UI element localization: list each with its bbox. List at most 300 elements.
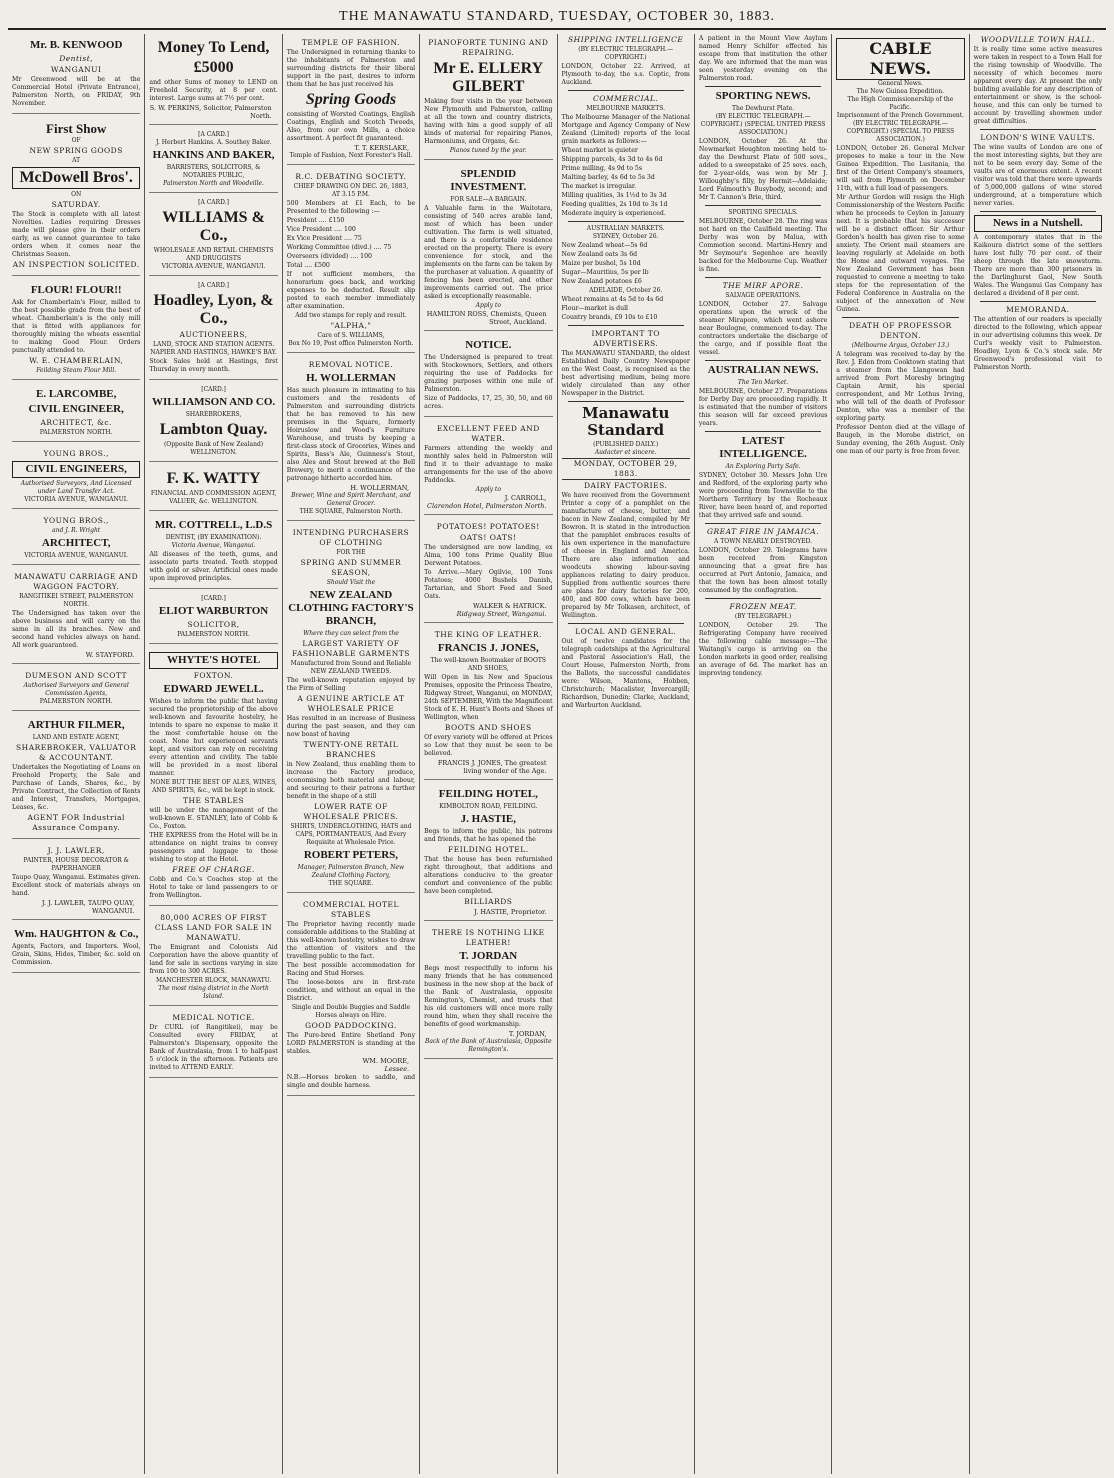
card-label: [A CARD.] xyxy=(198,199,229,206)
ad-name: YOUNG BROS., xyxy=(43,516,109,525)
article-heading: AUSTRALIAN MARKETS. xyxy=(586,225,665,232)
ad-leather xyxy=(424,626,552,780)
article-local xyxy=(562,627,690,710)
ad-name: T. JORDAN xyxy=(459,950,518,962)
divider xyxy=(568,90,684,91)
ad-alpha: "ALPHA," xyxy=(330,321,372,330)
ad-visit: Should Visit the xyxy=(326,579,376,586)
ad-money xyxy=(149,34,277,125)
ad-name: Mr. B. KENWOOD xyxy=(29,39,123,51)
article-latest xyxy=(699,435,827,520)
ad-body-2: To Arrive.—Mary Ogilvie, 100 Tons Potatoes; 4000 Bushels Danish, Tartarian, and Short Feed and Seed Oats. xyxy=(424,569,553,600)
paper-date: MONDAY, OCTOBER 29, 1883. xyxy=(562,458,690,480)
divider xyxy=(705,360,821,361)
ad-flour xyxy=(12,279,140,380)
ad-title: BARRISTERS, SOLICITORS, & NOTARIES PUBLIC, xyxy=(166,164,261,179)
article-body: The Melbourne Manager of the National Mortgage and Agency Company of New Zealand (Limited) reports of the local grain markets as follows:— xyxy=(561,114,690,145)
article-body: Out of twelve candidates for the telegraph cadetships at the Agricultural and Pastoral Association's Hall, the Court House, Palmerston North, from the Ballots, the successful candidates were: Wilson, Mantons, Hobben, Christchurch; Macalister, Invercargill; Richardson, Dunedin; Clarke, Auckland, and Warburton Auckland. xyxy=(561,638,690,709)
divider xyxy=(980,301,1096,302)
table-row: Ex Vice President .... 75 xyxy=(286,235,362,242)
ad-foot: AN INSPECTION SOLICITED. xyxy=(12,260,140,269)
ad-body: Begs most respectfully to inform his many friends that he has commenced business in the new shop at the back of the Bank of Australasia, opposite Remington's, Chemist, and trusts that his old customers will once more rally round him, when they shall receive the benefits of good workmanship. xyxy=(424,965,553,1028)
ad-sig: HAMILTON ROSS, Chemists, Queen Street, Auckland. xyxy=(426,310,547,326)
ad-lower: LOWER RATE OF WHOLESALE PRICES. xyxy=(303,802,399,821)
ad-title: SOLICITOR, xyxy=(187,620,240,629)
column-2 xyxy=(145,34,282,1474)
table-row: Wheat market is quieter xyxy=(561,147,638,154)
article-heading: LATEST INTELLIGENCE. xyxy=(719,435,807,460)
article-tele: (BY ELECTRIC TELEGRAPH.—COPYRIGHT.) (SPECIAL TO PRESS ASSOCIATION.) xyxy=(846,120,955,143)
ad-goods: Spring Goods xyxy=(305,91,397,108)
ad-sig: T. JORDAN, xyxy=(508,1030,547,1038)
ad-agent: AGENT FOR Industrial Assurance Company. xyxy=(27,813,125,832)
ad-hoadley xyxy=(149,279,277,380)
ad-body-3: in New Zealand, thus enabling them to increase the Factory produce, economising both material and labour, and securing to their patrons a further benefit in the shape of a still xyxy=(286,761,416,800)
table-row: Sugar—Mauritius, 5s per lb xyxy=(561,269,649,276)
article-body: LONDON, October 22. Arrived, at Plymouth to-day, the s.s. Coptic, from Auckland. xyxy=(561,63,690,86)
ad-sig: W. E. CHAMBERLAIN, xyxy=(29,356,124,365)
article-body: SYDNEY, October 30. Messrs John Ure and Redford, of the exploring party who were proceeding from Townsville to the Northern Territory by the Rocheaux River, have been heard of, and reported that they arrived safe and sound. xyxy=(698,472,828,519)
article-sub: An Exploring Party Safe. xyxy=(725,463,801,470)
divider xyxy=(842,317,958,318)
article-heading: MEMORANDA. xyxy=(1006,305,1070,314)
ad-place: Palmerston North and Woodville. xyxy=(163,180,264,187)
article-commercial xyxy=(562,94,690,218)
ad-larcombe xyxy=(12,383,140,442)
masthead xyxy=(8,6,1106,30)
ad-cobb: Cobb and Co.'s Coaches stop at the Hotel to take or land passengers to or from Wellington. xyxy=(149,876,278,899)
ad-title: LAND AND ESTATE AGENT, xyxy=(32,734,120,741)
article-heading: FROZEN MEAT. xyxy=(729,602,797,611)
ad-title: The well-known Bootmaker of BOOTS AND SHOES, xyxy=(430,657,546,672)
ad-heading: 80,000 ACRES OF FIRST CLASS LAND FOR SALE IN MANAWATU. xyxy=(154,913,273,942)
article-body: LONDON, October 27. Salvage operations upon the wreck of the steamer Mirapore, which went ashore near Boulogne, commenced to-day. The contractors undertake the discharge of the cargo, and if possible float the vessel. xyxy=(698,301,828,356)
ad-box: Box No 19, Post office Palmerston North. xyxy=(288,340,414,347)
article-body: LONDON, October 26. At the Newmarket Houghton meeting held to-day the Dewhurst Plate of 500 sovs., added to a sweepstake of 25 sovs. each, for 2-year-olds, was won by Mr J. Willoughby's filly, by Hermit—Adelaide; Lord Falmouth's Busybody, second; and Mr T. Cannon's Brie, third. xyxy=(698,138,828,201)
ad-body: J. Herbert Hankins. A. Southey Baker. xyxy=(156,139,272,146)
divider xyxy=(705,277,821,278)
ad-bull: The Pure-bred Entire Shetland Pony LORD PALMERSTON is standing at the stables. xyxy=(286,1032,416,1055)
article-body: MELBOURNE, October 27. Preparations for Derby Day are proceeding rapidly. It is estimated that the number of visitors this season will far exceed previous years. xyxy=(698,388,828,427)
ad-title: PAINTER, HOUSE DECORATOR & PAPERHANGER xyxy=(23,857,130,872)
ad-name: WHYTE'S HOTEL xyxy=(149,652,277,669)
divider xyxy=(568,623,684,624)
ad-express: THE EXPRESS from the Hotel will be in attendance on night trains to convey passengers and luggage to those wishing to stop at the Hotel. xyxy=(149,832,278,863)
ad-sig: W. STAYFORD. xyxy=(85,651,135,659)
article-body: The wine vaults of London are one of the most interesting sights, but they are not to be seen every day. Some of the vaults are of enormous extent. A recent visitor was told that there were upwards of 5,000,000 gallons of wine stored underground, at a temperature which never varies. xyxy=(973,144,1102,207)
ad-largest: LARGEST VARIETY OF FASHIONABLE GARMENTS xyxy=(291,639,410,658)
ad-body: The Emigrant and Colonists Aid Corporation have the above quantity of land for sale in sections varying in size from 100 to 300 ACRES. xyxy=(149,944,278,975)
ad-name: Wm. HAUGHTON & Co., xyxy=(13,928,139,940)
columns xyxy=(8,34,1106,1474)
ad-society xyxy=(287,168,415,353)
ad-name: Hoadley, Lyon, & Co., xyxy=(153,292,274,327)
ad-title: CIVIL ENGINEER, xyxy=(28,403,124,415)
ad-post: Add two stamps for reply and result. xyxy=(295,312,407,319)
ad-body: The Undersigned in returning thanks to the inhabitants of Palmerston and surrounding districts for their liberal support in the past, desires to inform them that he has just received his xyxy=(286,49,416,88)
ad-body: Farmers attending the weekly and monthly sales held in Palmerston will find it to their advantage to make arrangements for the use of the above Paddocks. xyxy=(424,445,553,484)
ad-sub: SHAREBROKER, VALUATOR & ACCOUNTANT. xyxy=(16,743,137,762)
ad-body: Taupo Quay, Wanganui. Estimates given. Excellent stock of materials always on hand. xyxy=(12,874,141,897)
ad-body: Undertakes the Negotiating of Loans on Freehold Property, the Sale and Purchase of Lands, Shares, &c., by Private Contract, the Collection of Rents and Interest, Transfers, Mortgages, Leases, &c. xyxy=(12,764,141,811)
column-7 xyxy=(832,34,969,1474)
article-body: A patient in the Mount View Asylum named Henry Schilfer effected his escape from that institution the other day. We are informed that the man was seen yesterday evening on the Palmerston road. xyxy=(698,35,828,82)
table-row: New Zealand wheat—5s 6d xyxy=(561,242,648,249)
ad-heading: PIANOFORTE TUNING AND REPAIRING. xyxy=(428,38,549,57)
article-heading: IMPORTANT TO ADVERTISERS. xyxy=(591,329,660,348)
ad-season: SPRING AND SUMMER SEASON, xyxy=(300,558,402,577)
ad-name: Mr E. ELLERY GILBERT xyxy=(433,60,544,95)
ad-body: The well-known reputation enjoyed by the Firm of Selling xyxy=(286,677,416,692)
ad-body: Stock Sales held at Hastings, first Thursday in every month. xyxy=(149,358,278,373)
ad-manager: ROBERT PETERS, xyxy=(303,849,399,861)
column-6 xyxy=(695,34,832,1474)
table-row: New Zealand potatoes £6 xyxy=(561,278,642,285)
ad-potatoes xyxy=(424,518,552,623)
ad-on: ON xyxy=(71,191,82,198)
market-rows xyxy=(562,147,690,218)
ad-lawler xyxy=(12,842,140,920)
ad-heading: MEDICAL NOTICE. xyxy=(172,1013,255,1022)
ad-place: MANCHESTER BLOCK, MANAWATU. xyxy=(155,977,272,984)
ad-sig: H. WOLLERMAN, xyxy=(350,484,410,492)
ad-sig: FRANCIS J. JONES, The greatest living wonder of the Age. xyxy=(437,759,547,775)
ad-jordan xyxy=(424,924,552,1059)
ad-sub: ARCHITECT, &c. xyxy=(40,418,112,427)
ad-cottrell xyxy=(149,514,277,589)
ad-day: SATURDAY. xyxy=(51,200,101,209)
table-row: Malting barley, 4s 6d to 5s 3d xyxy=(561,174,655,181)
ad-where: Where they can select from the xyxy=(303,630,399,637)
article-frozen xyxy=(699,602,827,678)
ad-sig: J. CARROLL, xyxy=(504,494,547,502)
ad-card-hankins xyxy=(149,128,277,193)
ad-made: Manufactured from Sound and Reliable NEW ZEALAND TWEEDS. xyxy=(290,660,412,675)
ad-watty xyxy=(149,465,277,511)
ad-acres xyxy=(149,909,277,1006)
ad-clothing xyxy=(287,524,415,893)
ad-name: McDowell Bros'. xyxy=(12,167,140,189)
article-cable xyxy=(836,38,964,193)
article-politics: Mr Arthur Gordon will resign the High Commissionership of the Western Pacific when he proceeds to Ceylon in January next. It is probable that his successor will be a distinct officer. Sir Arthur Gordon's health has given rise to some anxiety. The Orient mail steamers are leaving regularly at Adelaide on both the Home and outward voyages. The New Zealand Government has been requested to convene a meeting to take steps for the representation of the Federal Conference in Australia on the subject of the annexation of New Guinea. xyxy=(836,194,965,313)
table-row: Vice President .... 100 xyxy=(286,226,356,233)
ad-commercial-stables xyxy=(287,896,415,1096)
ad-haughton xyxy=(12,923,140,973)
ad-sig: WALKER & HATRICK. xyxy=(473,602,547,610)
table-row: New Zealand oats 3s 6d xyxy=(561,251,638,258)
ad-title: AUCTIONEERS, xyxy=(179,330,248,339)
article-body: It is really time some active measures were taken in respect to a Town Hall for the rising township of Woodville. The necessity of which becomes more apparent every day. At present the only building available for any description of entertainment or show, is the school-house, and this can only be turned to account by travelling showmen under great difficulties. xyxy=(973,46,1102,125)
article-heading: AUSTRALIAN NEWS. xyxy=(707,364,819,376)
article-body-2: Professor Denton died at the village of Baugeb, in the Morobe district, on Sunday evening, the 26th August. Only one man of our party is free from fever. xyxy=(836,424,965,455)
table-row: Wheat remains at 4s 5d to 4s 6d xyxy=(561,296,664,303)
ad-heading: Money To Lend, xyxy=(157,39,270,56)
ad-body: The Stock is complete with all latest Novelties. Ladies requiring Dresses made will please give in their orders early, as we cannot guarantee to take orders when it comes near the Christmas Season. xyxy=(12,211,141,258)
ad-mcdowell xyxy=(12,117,140,276)
ad-stables-heading: THE STABLES xyxy=(182,796,245,805)
ad-place: Temple of Fashion, Next Forester's Hall. xyxy=(289,152,413,159)
ad-of: OF xyxy=(71,137,81,144)
article-tele: (BY ELECTRIC TELEGRAPH.—COPYRIGHT.) xyxy=(578,46,674,61)
ad-place: PALMERSTON NORTH. xyxy=(39,698,113,705)
column-5 xyxy=(558,34,695,1474)
article-wine-vaults xyxy=(974,133,1102,208)
ad-note: (Opposite Bank of New Zealand) WELLINGTON. xyxy=(163,441,264,456)
article-sub: SALVAGE OPERATIONS. xyxy=(725,292,801,299)
ad-name: ELIOT WARBURTON xyxy=(158,605,269,617)
article-body: The attention of our readers is specially directed to the following, which appear in our advertising columns this week. Dr Curl's weekly visit to Palmerston. Hoadley, Lyon & Co.'s stock sale. Mr Greenwood's professional visit to Palmerston North. xyxy=(973,316,1102,371)
ad-care: Care of S. WILLIAMS, xyxy=(317,332,385,339)
ad-temple xyxy=(287,34,415,165)
ad-piano xyxy=(424,34,552,160)
ad-place: Victoria Avenue, Wanganui. xyxy=(171,542,256,549)
ad-title: Brewer, Wine and Spirit Merchant, and General Grocer. xyxy=(291,492,411,507)
article-mirf xyxy=(699,281,827,357)
ad-body: Making four visits in the year between New Plymouth and Palmerston, calling at all the town and country districts, having with him a good supply of all kinds of material for repairing Pianos, Harmoniums, and Organs, &c. xyxy=(424,98,553,145)
article-body: A telegram was received to-day by the Rev. J. Eden from Cooktown stating that a steamer from the Llangowan had arrived from Port Moresby bringing Captain Armit, his special correspondent, and Mr Lothus Irving, who will tell of the death of Professor Denton, who was a member of the exploring party. xyxy=(836,351,965,422)
ad-goods-body: consisting of Worsted Coatings, English Coatings, English and Scotch Tweeds, Also, from our own Mills, a choice assortment. A perfect fit guaranteed. xyxy=(286,111,416,142)
ad-name: H. WOLLERMAN xyxy=(306,372,396,384)
ad-feilding xyxy=(424,783,552,921)
notice-advertisers xyxy=(562,329,690,398)
article-shipping xyxy=(562,35,690,87)
article-jamaica xyxy=(699,527,827,595)
ad-young xyxy=(12,445,140,509)
divider xyxy=(705,431,821,432)
ad-buggies: Single and Double Buggies and Saddle Horses always on Hire. xyxy=(291,1004,411,1019)
ad-heading: REMOVAL NOTICE. xyxy=(308,360,394,369)
ad-kenwood xyxy=(12,34,140,114)
ad-wines: NONE BUT THE BEST OF ALES, WINES, AND SPIRITS, &c., will be kept in stock. xyxy=(150,779,277,794)
ad-body-3: The loose-boxes are in first-rate condition, and without an equal in the District. xyxy=(286,979,416,1002)
ad-heading: NOTICE. xyxy=(465,339,512,351)
ad-branches: TWENTY-ONE RETAIL BRANCHES xyxy=(303,740,399,759)
divider xyxy=(705,523,821,524)
table-row: Milling qualities, 3s 1½d to 3s 3d xyxy=(561,192,667,199)
ad-williams xyxy=(149,196,277,276)
ad-place: NAPIER AND HASTINGS, HAWKE'S BAY. xyxy=(150,349,277,356)
divider xyxy=(705,205,821,206)
article-heading: DAIRY FACTORIES. xyxy=(584,481,668,490)
ad-title: FINANCIAL AND COMMISSION AGENT, xyxy=(150,490,277,497)
ad-heading: TEMPLE OF FASHION. xyxy=(301,38,400,47)
ad-heading: R.C. DEBATING SOCIETY. xyxy=(295,172,407,181)
ad-body: Dr CURL (of Rangitikei), may be Consulted every FRIDAY, at Palmerston's Dispensary, opposite the Bank of Australasia, from 1 to half-past 5 o'clock in the afternoon. Patients are invited to ATTEND EARLY. xyxy=(149,1024,278,1071)
table-row: Overseers (divided) .... 100 xyxy=(286,253,372,260)
ad-sig: T. T. KERSLAKE, xyxy=(354,144,410,152)
ad-title: CIVIL ENGINEERS, xyxy=(12,461,140,478)
article-sub: MELBOURNE MARKETS. xyxy=(586,105,666,112)
table-row: Working Committee (divd.) .... 75 xyxy=(286,244,392,251)
ad-body: The Undersigned is prepared to treat with Stockowners, Settlers, and others requiring the use of Paddocks for grazing purposes within one mile of Palmerston. xyxy=(424,354,553,393)
article-sub: The Dewhurst Plate. xyxy=(731,105,795,112)
ad-place: Back of the Bank of Australasia, Opposite Remington's. xyxy=(424,1038,552,1053)
ad-amount: £5000 xyxy=(193,59,234,76)
ad-title: DENTIST, (BY EXAMINATION). xyxy=(165,534,262,541)
table-row: Moderate inquiry is experienced. xyxy=(561,210,666,217)
ad-boots: BOOTS AND SHOES xyxy=(444,723,532,732)
article-sporting xyxy=(699,90,827,202)
article-memoranda xyxy=(974,305,1102,372)
ad-name: NEW ZEALAND CLOTHING FACTORY'S BRANCH, xyxy=(288,589,414,627)
ad-note: The most rising district in the North Island. xyxy=(158,985,269,1000)
ad-dumeson xyxy=(12,667,140,711)
ad-place: THE SQUARE. xyxy=(328,880,374,887)
adelaide-rows xyxy=(562,296,690,322)
ad-billiards: BILLIARDS xyxy=(464,897,513,906)
ad-body: All diseases of the teeth, gums, and associate parts treated. Teeth stopped with gold or silver. Artificial ones made upon improved principles. xyxy=(149,551,278,582)
ad-medical xyxy=(149,1009,277,1078)
ad-place: Clarendon Hotel, Palmerston North. xyxy=(427,502,547,510)
ad-name: WILLIAMS & Co., xyxy=(162,209,265,244)
ad-title: ARCHITECT, xyxy=(41,537,111,549)
ad-name: MR. COTTRELL, L.D.S xyxy=(154,519,273,531)
ad-warburton xyxy=(149,592,277,644)
article-australian-news xyxy=(699,364,827,428)
ad-heading: MANAWATU CARRIAGE AND WAGGON FACTORY. xyxy=(14,572,139,591)
ad-heading: THERE IS NOTHING LIKE LEATHER! xyxy=(431,928,545,947)
ad-heading: EXCELLENT FEED AND WATER. xyxy=(436,424,540,443)
ad-pre: First Show xyxy=(46,121,107,136)
ad-name: FRANCIS J. JONES, xyxy=(437,642,539,654)
table-row: Total .... £500 xyxy=(286,262,330,269)
ad-body-2: Of every variety will be offered at Prices so Low that they must be seen to be believed. xyxy=(424,734,553,757)
ad-williamson xyxy=(149,383,277,462)
table-row: Flour—market is dull xyxy=(561,305,629,312)
card-label: [CARD.] xyxy=(201,595,226,602)
ad-place: VALUER, &c. WELLINGTON. xyxy=(169,498,258,505)
ad-body-2: The best possible accommodation for Racing and Stud Horses. xyxy=(286,962,416,977)
ad-items: SHIRTS, UNDERCLOTHING, HATS and CAPS, PORTMANTEAUS, And Every Requisite at Wholesale Price. xyxy=(290,823,412,846)
ad-name: J. J. LAWLER, xyxy=(47,846,105,855)
ad-heading: FLOUR! FLOUR!! xyxy=(30,284,122,296)
ad-sub: LAND, STOCK AND STATION AGENTS. xyxy=(153,341,275,348)
ad-name: HANKINS AND BAKER, xyxy=(152,149,275,161)
ad-place: RANGITIKEI STREET, PALMERSTON NORTH. xyxy=(19,593,134,608)
table-row: President .... £150 xyxy=(286,217,345,224)
ad-good: GOOD PADDOCKING. xyxy=(305,1021,397,1030)
sydney-rows xyxy=(562,242,690,286)
ad-note: Pianos tuned by the year. xyxy=(449,147,527,154)
article-body: LONDON, October 29. The Refrigerating Company have received the following cable message:—The Waitangi's cargo is arriving on the London markets in good order, realising an average of 6d. The market has an improving tendency. xyxy=(698,622,828,677)
ad-body: Ask for Chamberlain's Flour, milled to the best possible grade from the best of wheat. Chamberlain's is the only mill that is fitted with appliances for thoroughly mixing the wheats essential to making Good Flour. Orders punctually attended to. xyxy=(12,299,141,354)
table-row: The market is irregular. xyxy=(561,183,637,190)
article-specials xyxy=(699,209,827,274)
ad-body: Wishes to inform the public that having secured the proprietorship of the above well-known and favourite hostelry, he intends to spare no expense to make it the most comfortable house on the coast. None but experienced servants kept, and visitors can rely on receiving every attention and civility. The table will be provided in a most liberal manner. xyxy=(149,698,278,777)
ad-place: VICTORIA AVENUE, WANGANUI. xyxy=(24,552,129,559)
divider xyxy=(980,211,1096,212)
ad-hotel: FEILDING HOTEL. xyxy=(448,845,529,854)
ad-stables-body: will be under the management of the well-known E. STANLEY, late of Cobb & Co., Foxton. xyxy=(149,807,278,830)
ad-name: WILLIAMSON AND CO. xyxy=(151,396,276,408)
article-body: We have received from the Government Printer a copy of a pamphlet on the manufacture of cheese, butter, and bacon in New Zealand, compiled by Mr Bowron. It is stated in the introduction that the pamphlet embraces results of his own experience in the manufacture of cheese in England and America. There are also information and woodcuts showing labour-saving appliances relating to dairy produce. Supplied from authentic sources there are plans for dairy factories for 200, 400, and 800 cows, which have been prepared by Mr Tolkasen, architect, of Wellington. xyxy=(561,492,690,619)
article-denton xyxy=(836,321,964,456)
article-sub: General News. xyxy=(877,80,923,87)
ad-at: AT xyxy=(72,157,81,164)
ad-sub: CHIEF DRAWING ON DEC. 26, 1883, xyxy=(293,183,409,190)
sydney-date: SYDNEY, October 26. xyxy=(592,233,659,240)
article-tele: (BY ELECTRIC TELEGRAPH.—COPYRIGHT.) (SPECIAL UNITED PRESS ASSOCIATION.) xyxy=(700,113,826,136)
ad-sig: WM. MOORE, xyxy=(362,1057,410,1065)
ad-body: A Valuable farm in the Waitotara, consisting of 540 acres arable land, most of which has been under cultivation. The farm is well situated, and there is a comfortable residence erected on the property. There is every convenience for stock, and the implements on the farm can be taken by the purchaser at valuation. A quantity of fencing has been erected, and other improvements carried out. The price asked is exceptionally reasonable. xyxy=(424,205,553,300)
article-heading: COMMERCIAL. xyxy=(593,94,659,103)
article-asylum xyxy=(699,35,827,83)
paper-name: Manawatu Standard xyxy=(581,404,670,439)
ad-place: VICTORIA AVENUE, WANGANUI. xyxy=(24,496,129,503)
ad-body: Has much pleasure in intimating to his customers and the residents of Palmerston and surrounding districts that he has removed to his new premises in the Square, formerly Hoiruslow and Wood's Furniture Warehouse, and trusts by keeping a first-class stock of Groceries, Wines and Spirits, Bass's Ale, Guinness's Stout, also Ales and Stout brewed at the Bell Brewery, to merit a continuance of the patronage hitherto accorded him. xyxy=(286,387,416,482)
article-nutshell xyxy=(974,215,1102,298)
article-heading: THE MIRF APORE. xyxy=(722,281,804,290)
ad-name: F. K. WATTY xyxy=(166,470,261,487)
article-heading: SPORTING NEWS. xyxy=(715,90,811,102)
ad-body: The Undersigned has taken over the above business and will carry on the same in all its branches. New and second hand vehicles always on hand. All work guaranteed. xyxy=(12,610,141,649)
ad-investment xyxy=(424,163,552,331)
article-sub: A TOWN NEARLY DESTROYED. xyxy=(714,538,813,545)
ad-sig: J. J. LAWLER, TAUPO QUAY, WANGANUI. xyxy=(41,899,135,915)
paper-motto: Audacter et sincere. xyxy=(594,449,657,456)
column-1 xyxy=(8,34,145,1474)
ad-place: THE SQUARE, Palmerston North. xyxy=(299,508,403,515)
card-label: [A CARD.] xyxy=(198,282,229,289)
ad-members: 500 Members at £1 Each, to be Presented to the following :— xyxy=(286,200,416,215)
article-heading: SPORTING SPECIALS. xyxy=(728,209,798,216)
divider xyxy=(980,129,1096,130)
ad-note: N.B.—Horses broken to saddle, and single and double harness. xyxy=(286,1074,416,1089)
ad-time: AT 3.15 P.M. xyxy=(331,191,370,198)
ad-place: PALMERSTON NORTH. xyxy=(177,631,250,638)
ad-place: VICTORIA AVENUE, WANGANUI. xyxy=(161,263,266,270)
ad-heading: SPLENDID INVESTMENT. xyxy=(450,168,527,193)
card-label: [CARD.] xyxy=(201,386,226,393)
ad-for: FOR THE xyxy=(336,549,366,556)
article-sub: (Melbourne Argus, October 13.) xyxy=(851,342,950,349)
ad-name: DUMESON AND SCOTT xyxy=(25,671,128,680)
ad-goods: NEW SPRING GOODS xyxy=(29,146,123,155)
article-sub: The Ten Market. xyxy=(737,379,789,386)
ad-young-architect xyxy=(12,512,140,565)
ad-apply: Apply to xyxy=(475,486,501,493)
ad-name: E. LARCOMBE, xyxy=(36,388,117,400)
article-heading: LONDON'S WINE VAULTS. xyxy=(980,133,1096,142)
adelaide-date: ADELAIDE, October 26. xyxy=(589,287,663,294)
article-body: The MANAWATU STANDARD, the oldest Established Daily Country Newspaper on the West Coast, is recognised as the best advertising medium, being more widely circulated than any other Newspaper in the District. xyxy=(561,350,690,397)
ad-place: WANGANUI xyxy=(50,65,102,74)
article-town-hall xyxy=(974,35,1102,126)
card-label: [A CARD.] xyxy=(198,131,229,138)
prize-list xyxy=(287,217,415,270)
masthead-title: THE MANAWATU STANDARD, TUESDAY, OCTOBER 30, 1883. xyxy=(339,9,775,24)
ad-sub: OATS! OATS! xyxy=(460,533,517,542)
article-heading: LOCAL AND GENERAL. xyxy=(575,627,677,636)
article-body: MELBOURNE, October 28. The ring was not hard on the Caulfield meeting. The Derby was won by Malua, with Commotion second. Martini-Henry and Mr Seymour's Segenhoe are heavily backed for the Melbourne Cup. Weather is fine. xyxy=(698,218,828,273)
ad-sig: S. W. PERKINS, Solicitor, Palmerston North. xyxy=(149,104,272,120)
ad-title: SHAREBROKERS, xyxy=(185,411,242,418)
article-body: The High Commissionership of the Pacific. xyxy=(847,96,954,111)
ad-heading: COMMERCIAL HOTEL STABLES xyxy=(302,900,399,919)
ad-place: Lambton Quay. xyxy=(159,421,268,438)
column-8 xyxy=(970,34,1106,1474)
article-exp: The New Guinea Expedition. xyxy=(856,88,945,95)
article-heading: News in a Nutshell. xyxy=(974,215,1102,232)
ad-heading: POTATOES! POTATOES! xyxy=(436,522,540,531)
table-row: Prime milling, 4s 9d to 5s xyxy=(561,165,642,172)
ad-heading: INTENDING PURCHASERS OF CLOTHING xyxy=(292,528,410,547)
ad-body-2: Has resulted in an increase of Business during the past season, and they can now boast of having xyxy=(286,715,416,738)
ad-free: FREE OF CHARGE. xyxy=(172,865,255,874)
article-heading: CABLE NEWS. xyxy=(836,38,964,80)
article-heading: SHIPPING INTELLIGENCE xyxy=(568,35,684,44)
article-imp: Imprisonment of the French Government. xyxy=(836,112,965,119)
